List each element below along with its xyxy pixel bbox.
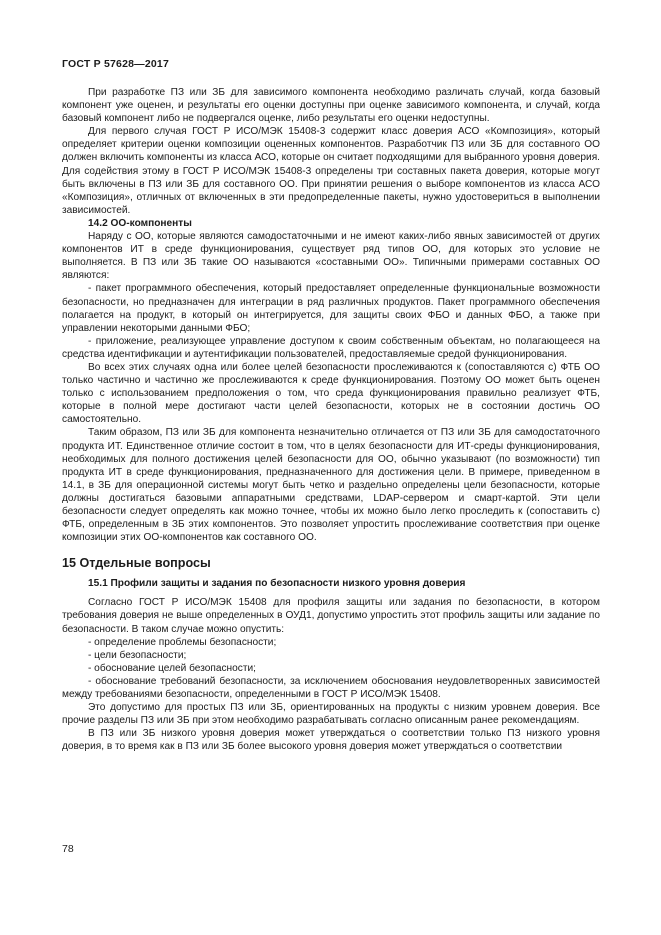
paragraph: Во всех этих случаях одна или более целей безопасности прослеживаются к (сопоставляются с) ФТБ ОО только частично и частично же прослеживаются к среде функционирования. Поэтому ОО может быть оценен только с использованием предположения о том, что среда функционирования правильно реализует ФТБ, которые в полной мере достигают части целей безопасности, которых не в состоянии достичь ОО самостоятельно. (62, 361, 600, 426)
list-item: - приложение, реализующее управление доступом к своим собственным объектам, но полагающееся на средства идентификации и аутентификации пользователей, предоставляемые средой функционирования. (62, 335, 600, 360)
list-item: - пакет программного обеспечения, который предоставляет определенные функциональные возможности безопасности, но предназначен для интеграции в ряд различных продуктов. Пакет программного обеспечения полагается на продукт, в который он интегрируется, для защиты своих ФБО и данных ФБО, а также при управлении некоторыми данными ФБО; (62, 283, 600, 334)
list-item: - определение проблемы безопасности; (88, 636, 277, 648)
subsection-heading-14-2: 14.2 ОО-компоненты (88, 217, 192, 229)
document-header: ГОСТ Р 57628—2017 (62, 58, 170, 70)
paragraph: Согласно ГОСТ Р ИСО/МЭК 15408 для профиля защиты или задания по безопасности, в котором требования доверия не выше определенных в ОУД1, допустимо упростить этот профиль защиты или задание по безопасности. В таком случае можно опустить: (62, 597, 600, 635)
list-item: - цели безопасности; (88, 649, 187, 661)
paragraph: Таким образом, ПЗ или ЗБ для компонента незначительно отличается от ПЗ или ЗБ для самодостаточного продукта ИТ. Единственное отличие состоит в том, что в целях безопасности для ИТ-среды функционирования, необходимых для полного достижения целей безопасности для ОО, обычно указывают (по возможности) тип продукта ИТ в среде функционирования, предназначенного для достижения цели. В примере, приведенном в 14.1, в ЗБ для операционной системы могут быть четко и раздельно определены цели безопасности, которые должны достигаться базовыми аппаратными средствами, LDAP-сервером и смарт-картой. Эти цели безопасности следует определять как можно точнее, чтобы их можно было легко проследить к (сопоставить с) ФТБ, определенным в ЗБ этих компонентов. Это позволяет упростить прослеживание соответствия при оценке композиции этих ОО-компонентов как составного ОО. (62, 427, 600, 544)
document-body (62, 86, 600, 754)
paragraph: При разработке ПЗ или ЗБ для зависимого компонента необходимо различать случай, когда базовый компонент уже оценен, и результаты его оценки доступны при оценке зависимого компонента, и случай, когда базовый компонент либо не подвергался оценке, либо результаты его оценки недоступны. (62, 87, 600, 125)
subsection-heading-15-1: 15.1 Профили защиты и задания по безопасности низкого уровня доверия (88, 578, 466, 590)
section-heading-15: 15 Отдельные вопросы (62, 556, 211, 571)
paragraph: Наряду с ОО, которые являются самодостаточными и не имеют каких-либо явных зависимостей от других компонентов ИТ в среде функционирования, существует ряд типов ОО, для которых это условие не выполняется. В ПЗ или ЗБ такие ОО называются «составными ОО». Типичными примерами составных ОО являются: (62, 231, 600, 282)
list-item: - обоснование требований безопасности, за исключением обоснования неудовлетворенных зависимостей между требованиями безопасности, определенными в ГОСТ Р ИСО/МЭК 15408. (62, 675, 600, 701)
list-item: - обоснование целей безопасности; (88, 662, 256, 674)
paragraph: Это допустимо для простых ПЗ или ЗБ, ориентированных на продукты с низким уровнем доверия. Все прочие разделы ПЗ или ЗБ при этом необходимо разрабатывать согласно описанным ранее рекомендациям. (62, 702, 600, 727)
paragraph: В ПЗ или ЗБ низкого уровня доверия может утверждаться о соответствии только ПЗ низкого уровня доверия, в то время как в ПЗ или ЗБ более высокого уровня доверия может утверждаться о соответствии (62, 728, 600, 753)
paragraph: Для первого случая ГОСТ Р ИСО/МЭК 15408-3 содержит класс доверия АСО «Композиция», который определяет критерии оценки композиции оцененных компонентов. Разработчик ПЗ или ЗБ для составного ОО должен включить компоненты из класса АСО, которые он считает подходящими для выбранного уровня доверия. Для содействия этому в ГОСТ Р ИСО/МЭК 15408-3 определены три составных пакета доверия, которые могут быть включены в ПЗ или ЗБ для составного ОО. При принятии решения о выборе компонентов из класса АСО «Композиция», отличных от включенных в эти предопределенные пакеты, нужно удостовериться в выполнении зависимостей. (62, 126, 600, 216)
page-number: 78 (62, 843, 74, 855)
